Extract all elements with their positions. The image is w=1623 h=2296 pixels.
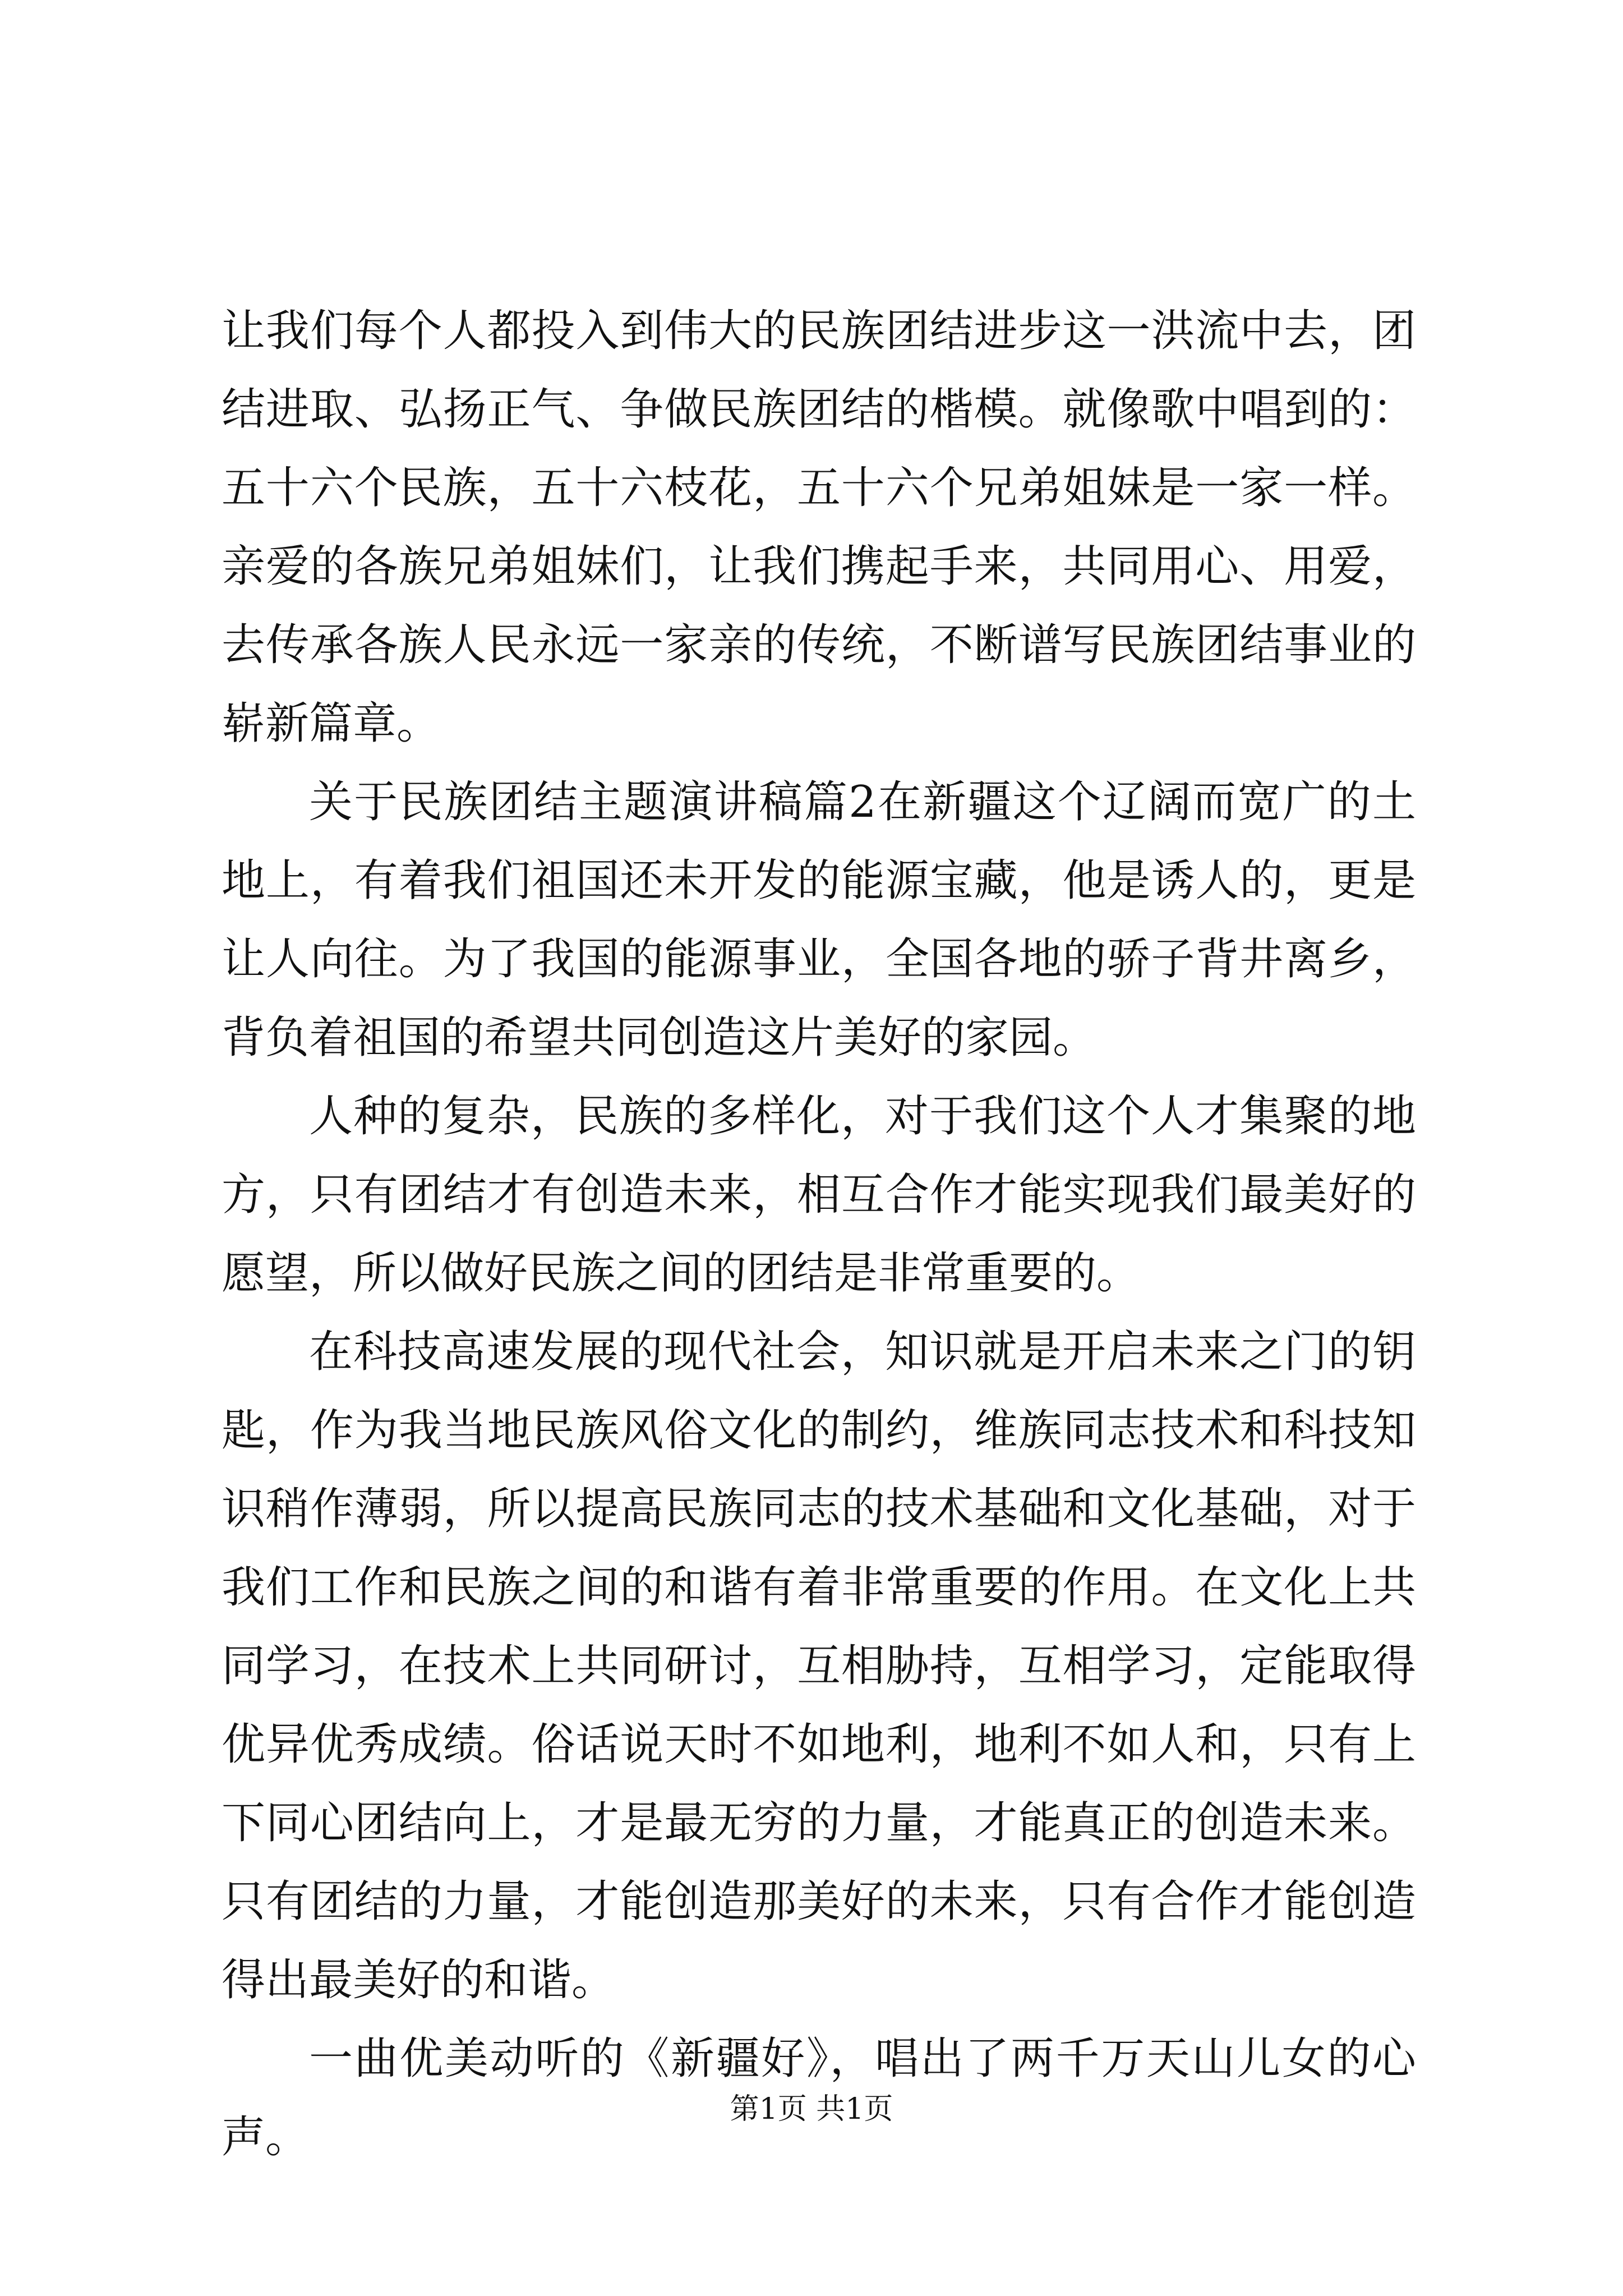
paragraph-5: 一曲优美动听的《新疆好》，唱出了两千万天山儿女的心声。 xyxy=(222,2033,1416,2162)
document-body xyxy=(222,292,1416,2177)
page-footer: 第1页 共1页 xyxy=(730,2092,893,2126)
paragraph-4: 在科技高速发展的现代社会，知识就是开启未来之门的钥匙，作为我当地民族风俗文化的制约，维族同志技术和科技知识稍作薄弱，所以提高民族同志的技术基础和文化基础，对于我们工作和民族之间的和谐有着非常重要的作用。在文化上共同学习，在技术上共同研讨，互相胁持，互相学习，定能取得优异优秀成绩。俗话说天时不如地利，地利不如人和，只有上下同心团结向上，才是最无穷的力量，才能真正的创造未来。只有团结的力量，才能创造那美好的未来，只有合作才能创造得出最美好的和谐。 xyxy=(222,1327,1416,2005)
paragraph-3: 人种的复杂，民族的多样化，对于我们这个人才集聚的地方，只有团结才有创造未来，相互合作才能实现我们最美好的愿望，所以做好民族之间的团结是非常重要的。 xyxy=(222,1091,1416,1299)
paragraph-2: 关于民族团结主题演讲稿篇2在新疆这个辽阔而宽广的土地上，有着我们祖国还未开发的能源宝藏，他是诱人的，更是让人向往。为了我国的能源事业，全国各地的骄子背井离乡，背负着祖国的希望共同创造这片美好的家园。 xyxy=(222,777,1416,1063)
paragraph-1: 让我们每个人都投入到伟大的民族团结进步这一洪流中去，团结进取、弘扬正气、争做民族团结的楷模。就像歌中唱到的：五十六个民族，五十六枝花，五十六个兄弟姐妹是一家一样。亲爱的各族兄弟姐妹们，让我们携起手来，共同用心、用爱，去传承各族人民永远一家亲的传统，不断谱写民族团结事业的崭新篇章。 xyxy=(222,306,1416,749)
